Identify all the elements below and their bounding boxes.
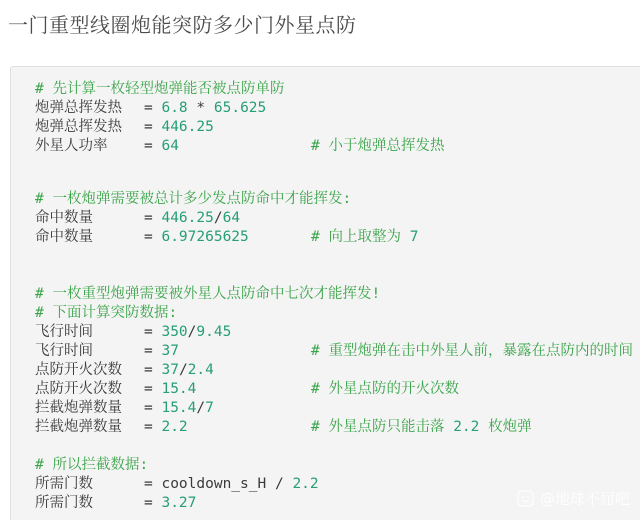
code-statement-line xyxy=(35,118,640,137)
comment-text: # 外星点防只能击落 xyxy=(311,419,454,435)
variable-name: 拦截炮弹数量 xyxy=(35,419,122,435)
code-section xyxy=(35,285,640,437)
code-text: cooldown_s_H xyxy=(161,476,267,492)
code-text: = xyxy=(144,381,162,397)
number-literal: 446.25 xyxy=(161,119,214,135)
variable-name: 飞行时间 xyxy=(35,324,93,340)
number-literal: 2.4 xyxy=(187,362,214,378)
code-text: = xyxy=(144,210,162,226)
code-content xyxy=(35,80,640,513)
variable-name: 所需门数 xyxy=(35,495,93,511)
code-text: = xyxy=(144,119,162,135)
comment-text: # 外星点防的开火次数 xyxy=(311,381,459,397)
comment-text: # 一枚炮弹需要被总计多少发点防命中才能挥发: xyxy=(35,191,352,207)
number-literal: 350 xyxy=(161,324,188,340)
code-statement-line xyxy=(35,137,640,156)
expression xyxy=(144,210,240,226)
code-text: = xyxy=(144,419,162,435)
number-literal: 37 xyxy=(161,343,179,359)
tieba-logo-icon xyxy=(517,490,534,507)
full-line-comment xyxy=(35,191,351,207)
code-statement-line xyxy=(35,418,640,437)
code-block xyxy=(10,66,640,520)
inline-comment xyxy=(311,228,418,247)
code-text: = xyxy=(144,495,162,511)
code-comment-line xyxy=(35,304,640,323)
code-text: = xyxy=(144,362,162,378)
code-text: = xyxy=(144,229,162,245)
expression xyxy=(144,495,196,511)
code-text: = xyxy=(144,343,162,359)
variable-name: 命中数量 xyxy=(35,210,93,226)
number-literal: 446.25 xyxy=(161,210,214,226)
code-text: * xyxy=(187,100,214,116)
code-comment-line xyxy=(35,80,640,99)
expression xyxy=(144,229,249,245)
variable-name: 拦截炮弹数量 xyxy=(35,400,122,416)
variable-name: 飞行时间 xyxy=(35,343,93,359)
number-literal: 64 xyxy=(161,138,179,154)
full-line-comment xyxy=(35,457,148,473)
watermark xyxy=(517,488,630,509)
number-literal: 7 xyxy=(409,229,419,245)
full-line-comment xyxy=(35,305,177,321)
code-text: / xyxy=(266,476,293,492)
expression xyxy=(144,324,231,340)
number-literal: 2.2 xyxy=(292,476,319,492)
code-text: / xyxy=(196,400,206,416)
code-text: / xyxy=(178,362,188,378)
code-statement-line xyxy=(35,399,640,418)
comment-text: # 向上取整为 xyxy=(311,229,410,245)
code-comment-line xyxy=(35,190,640,209)
inline-comment xyxy=(311,342,633,361)
expression xyxy=(144,343,179,359)
code-text: = xyxy=(144,400,162,416)
code-text: / xyxy=(213,210,223,226)
number-literal: 2.2 xyxy=(161,419,188,435)
inline-comment xyxy=(311,418,532,437)
variable-name: 炮弹总挥发热 xyxy=(35,119,122,135)
inline-comment xyxy=(311,380,459,399)
comment-text: # 一枚重型炮弹需要被外星人点防命中七次才能挥发! xyxy=(35,286,381,302)
variable-name: 外星人功率 xyxy=(35,138,108,154)
comment-text: # 重型炮弹在击中外星人前，暴露在点防内的时间 xyxy=(311,343,633,359)
number-literal: 2.2 xyxy=(453,419,480,435)
code-section xyxy=(35,80,640,156)
code-comment-line xyxy=(35,456,640,475)
code-statement-line xyxy=(35,209,640,228)
variable-name: 命中数量 xyxy=(35,229,93,245)
number-literal: 37 xyxy=(161,362,179,378)
number-literal: 6.8 xyxy=(161,100,188,116)
code-text: = xyxy=(144,138,162,154)
code-statement-line xyxy=(35,228,640,247)
expression xyxy=(144,419,188,435)
code-text: = xyxy=(144,100,162,116)
expression xyxy=(144,476,319,492)
code-statement-line xyxy=(35,380,640,399)
expression xyxy=(144,381,196,397)
number-literal: 15.4 xyxy=(161,400,197,416)
watermark-text: @地球不屈吧 xyxy=(539,490,630,508)
code-text: / xyxy=(187,324,197,340)
variable-name: 点防开火次数 xyxy=(35,381,122,397)
number-literal: 7 xyxy=(205,400,214,416)
comment-text: # 小于炮弹总挥发热 xyxy=(311,138,445,154)
code-text: = xyxy=(144,476,162,492)
expression xyxy=(144,400,214,416)
expression xyxy=(144,100,266,116)
full-line-comment xyxy=(35,286,380,302)
number-literal: 6.97265625 xyxy=(161,229,249,245)
code-statement-line xyxy=(35,99,640,118)
variable-name: 炮弹总挥发热 xyxy=(35,100,122,116)
code-section xyxy=(35,190,640,247)
page-title: 一门重型线圈炮能突防多少门外星点防 xyxy=(8,13,357,37)
full-line-comment xyxy=(35,81,284,97)
code-comment-line xyxy=(35,285,640,304)
comment-text: # 下面计算突防数据: xyxy=(35,305,178,321)
number-literal: 15.4 xyxy=(161,381,197,397)
code-statement-line xyxy=(35,361,640,380)
number-literal: 3.27 xyxy=(161,495,197,511)
number-literal: 64 xyxy=(222,210,241,226)
inline-comment xyxy=(311,137,444,156)
number-literal: 65.625 xyxy=(213,100,267,116)
expression xyxy=(144,119,214,135)
variable-name: 点防开火次数 xyxy=(35,362,122,378)
comment-text: # 先计算一枚轻型炮弹能否被点防单防 xyxy=(35,81,285,97)
number-literal: 9.45 xyxy=(196,324,232,340)
code-statement-line xyxy=(35,342,640,361)
code-text: = xyxy=(144,324,162,340)
comment-text: 枚炮弹 xyxy=(479,419,532,435)
variable-name: 所需门数 xyxy=(35,476,93,492)
expression xyxy=(144,138,179,154)
expression xyxy=(144,362,214,378)
comment-text: # 所以拦截数据: xyxy=(35,457,149,473)
code-statement-line xyxy=(35,323,640,342)
